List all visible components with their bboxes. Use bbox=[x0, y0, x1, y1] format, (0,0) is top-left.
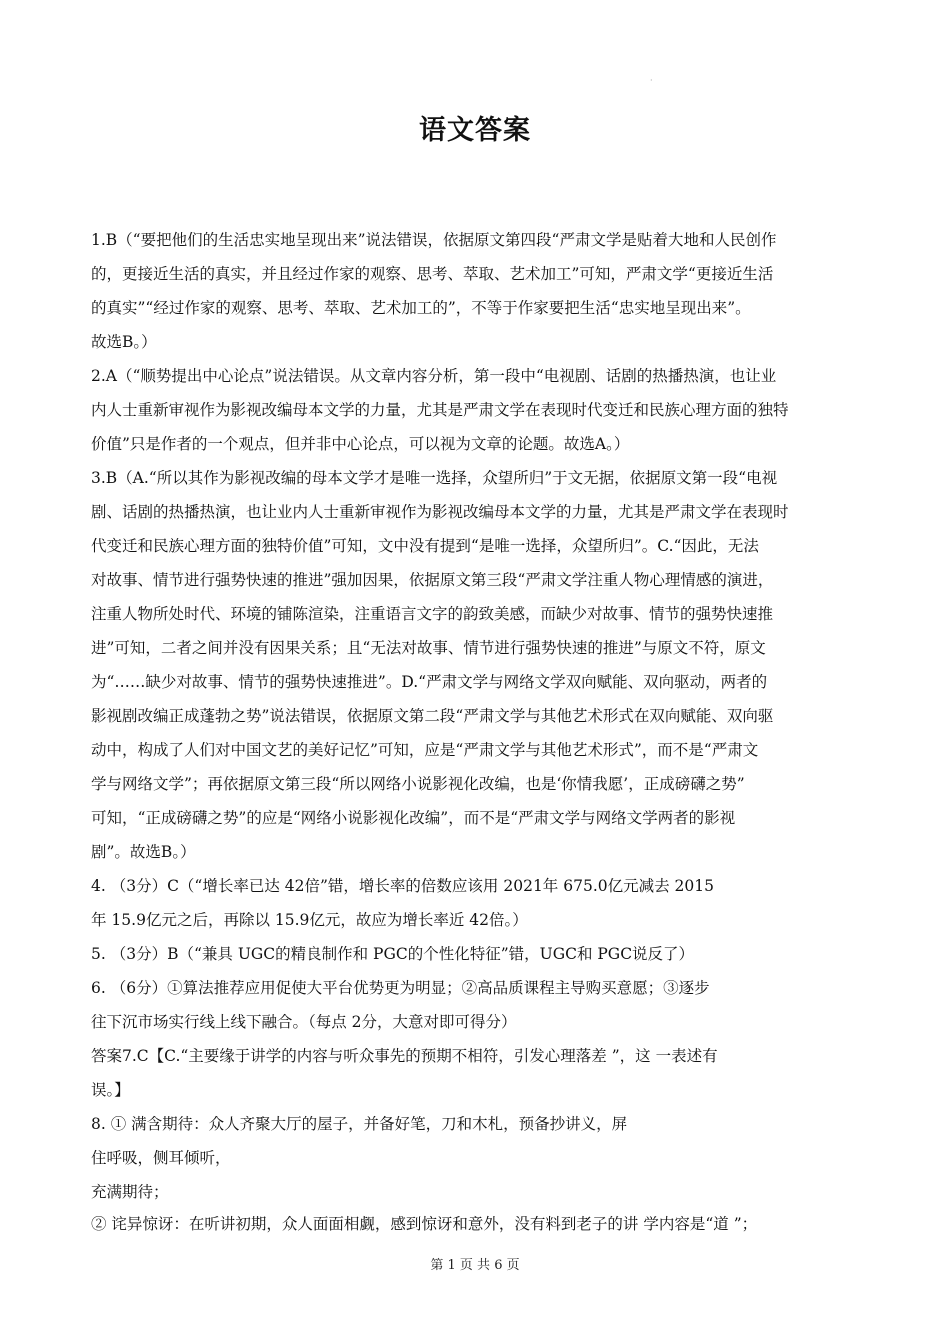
text-line: 价值”只是作者的一个观点，但并非中心论点，可以视为文章的论题。故选A。） bbox=[91, 435, 630, 453]
text-line: 6. （6分）①算法推荐应用促使大平台优势更为明显；②高品质课程主导购买意愿；③逐步 bbox=[91, 979, 710, 997]
text-line: 1.B（“要把他们的生活忠实地呈现出来”说法错误，依据原文第四段“严肃文学是贴着大地和人民创作 bbox=[91, 231, 777, 249]
text-line: 8. ① 满含期待：众人齐聚大厅的屋子，并备好笔，刀和木札，预备抄讲义，屏 bbox=[91, 1115, 628, 1133]
text-line: 住呼吸，侧耳倾听， bbox=[91, 1149, 231, 1167]
page-title: 语文答案 bbox=[419, 115, 531, 146]
text-line: 内人士重新审视作为影视改编母本文学的力量，尤其是严肃文学在表现时代变迁和民族心理方面的独特 bbox=[91, 401, 789, 419]
text-line: 5. （3分）B（“兼具 UGC的精良制作和 PGC的个性化特征”错，UGC和 PGC说反了） bbox=[91, 945, 695, 963]
text-line: 代变迁和民族心理方面的独特价值”可知，文中没有提到“是唯一选择，众望所归”。C.“因此，无法 bbox=[91, 537, 759, 555]
text-line: 对故事、情节进行强势快速的推进”强加因果，依据原文第三段“严肃文学注重人物心理情感的演进， bbox=[91, 571, 774, 589]
text-line: 往下沉市场实行线上线下融合。（每点 2分，大意对即可得分） bbox=[91, 1013, 517, 1031]
text-line: 年 15.9亿元之后，再除以 15.9亿元，故应为增长率近 42倍。） bbox=[91, 911, 528, 929]
text-line: 故选B。） bbox=[91, 333, 157, 351]
text-line: 的，更接近生活的真实，并且经过作家的观察、思考、萃取、艺术加工”可知，严肃文学“更接近生活 bbox=[91, 265, 774, 283]
header-dot: · bbox=[650, 76, 653, 85]
text-line: 2.A（“顺势提出中心论点”说法错误。从文章内容分析，第一段中“电视剧、话剧的热播热演，也让业 bbox=[91, 367, 777, 385]
text-line: 答案7.C【C.“主要缘于讲学的内容与听众事先的预期不相符，引发心理落差 ”，这 一表述有 bbox=[91, 1047, 718, 1065]
text-line: 充满期待； bbox=[91, 1183, 169, 1201]
text-line: 误。】 bbox=[91, 1081, 130, 1099]
text-line: 剧、话剧的热播热演，也让业内人士重新审视作为影视改编母本文学的力量，尤其是严肃文学在表现时 bbox=[91, 503, 789, 521]
text-line: 的真实”“经过作家的观察、思考、萃取、艺术加工的”，不等于作家要把生活“忠实地呈现出来”。 bbox=[91, 299, 751, 317]
text-line: 4. （3分）C（“增长率已达 42倍”错，增长率的倍数应该用 2021年 675.0亿元减去 2015 bbox=[91, 877, 714, 895]
text-line: 进”可知，二者之间并没有因果关系；且“无法对故事、情节进行强势快速的推进”与原文不符，原文 bbox=[91, 639, 766, 657]
text-line: ② 诧异惊讶：在听讲初期，众人面面相觑，感到惊讶和意外，没有料到老子的讲 学内容是“道 ”； bbox=[91, 1215, 758, 1233]
text-line: 3.B（A.“所以其作为影视改编的母本文学才是唯一选择，众望所归”于文无据，依据原文第一段“电视 bbox=[91, 469, 778, 487]
text-line: 注重人物所处时代、环境的铺陈渲染，注重语言文字的韵致美感，而缺少对故事、情节的强势快速推 bbox=[91, 605, 774, 623]
page-footer: 第 1 页 共 6 页 bbox=[430, 1258, 520, 1273]
text-line: 动中，构成了人们对中国文艺的美好记忆”可知，应是“严肃文学与其他艺术形式”，而不是“严肃文 bbox=[91, 741, 759, 759]
text-line: 可知，“正成磅礴之势”的应是“网络小说影视化改编”，而不是“严肃文学与网络文学两者的影视 bbox=[91, 809, 736, 827]
text-line: 剧”。故选B。） bbox=[91, 843, 196, 861]
text-line: 学与网络文学”；再依据原文第三段“所以网络小说影视化改编，也是‘你情我愿’，正成磅礴之势” bbox=[91, 775, 745, 793]
text-line: 为“……缺少对故事、情节的强势快速推进”。D.“严肃文学与网络文学双向赋能、双向驱动，两者的 bbox=[91, 673, 768, 691]
text-line: 影视剧改编正成蓬勃之势”说法错误，依据原文第二段“严肃文学与其他艺术形式在双向赋能、双向驱 bbox=[91, 707, 774, 725]
